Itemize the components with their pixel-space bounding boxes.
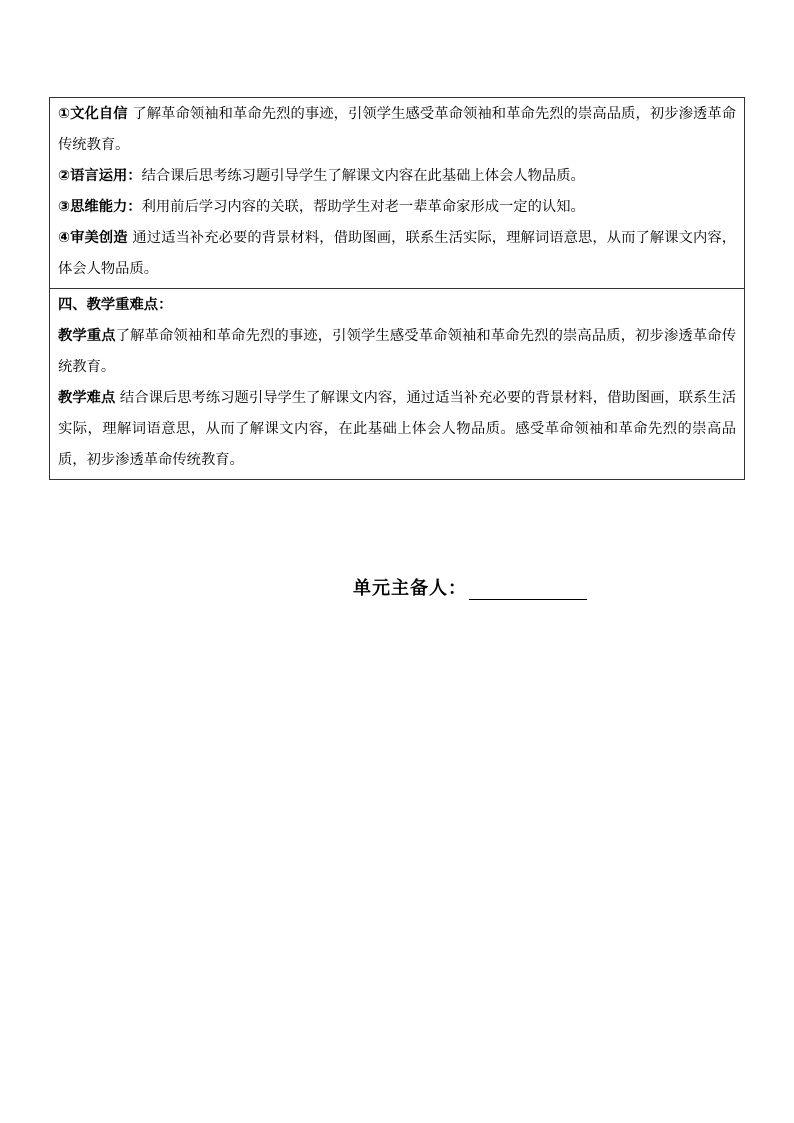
objective-culture — [58, 99, 736, 161]
lesson-plan-table — [49, 97, 745, 480]
objectives-cell — [50, 98, 745, 289]
hard-point — [58, 383, 736, 476]
difficulty-section-title: 四、教学重难点： — [58, 297, 173, 313]
objective-label: ①文化自信 — [58, 106, 128, 122]
key-point-label: 教学重点 — [58, 328, 116, 344]
objective-text: 结合课后思考练习题引导学生了解课文内容在此基础上体会人物品质。 — [141, 168, 585, 184]
signature-label: 单元主备人： — [353, 578, 467, 599]
objective-label: ③思维能力： — [58, 199, 142, 215]
key-point — [58, 321, 736, 383]
objective-thinking — [58, 192, 736, 223]
hard-point-text: 结合课后思考练习题引导学生了解课文内容，通过适当补充必要的背景材料，借助图画，联系生活实际，理解词语意思，从而了解课文内容，在此基础上体会人物品质。感受革命领袖和革命先烈的崇高品质，初步渗透革命传统教育。 — [58, 390, 737, 468]
difficulty-row — [50, 289, 745, 480]
objectives-row — [50, 98, 745, 289]
objective-text: 了解革命领袖和革命先烈的事迹，引领学生感受革命领袖和革命先烈的崇高品质，初步渗透革命传统教育。 — [58, 106, 736, 153]
key-point-text: 了解革命领袖和革命先烈的事迹，引领学生感受革命领袖和革命先烈的崇高品质，初步渗透革命传统教育。 — [58, 328, 737, 375]
objective-label: ④审美创造 — [58, 230, 128, 246]
difficulty-cell — [50, 289, 745, 480]
objective-language — [58, 161, 736, 192]
objective-aesthetic — [58, 223, 736, 285]
signature-blank-line — [469, 579, 587, 600]
objective-label: ②语言运用： — [58, 168, 142, 184]
objective-text: 通过适当补充必要的背景材料，借助图画，联系生活实际，理解词语意思，从而了解课文内容，体会人物品质。 — [58, 230, 736, 277]
unit-preparer-signature — [353, 574, 587, 600]
objective-text: 利用前后学习内容的关联，帮助学生对老一辈革命家形成一定的认知。 — [141, 199, 585, 215]
hard-point-label: 教学难点 — [58, 390, 116, 406]
